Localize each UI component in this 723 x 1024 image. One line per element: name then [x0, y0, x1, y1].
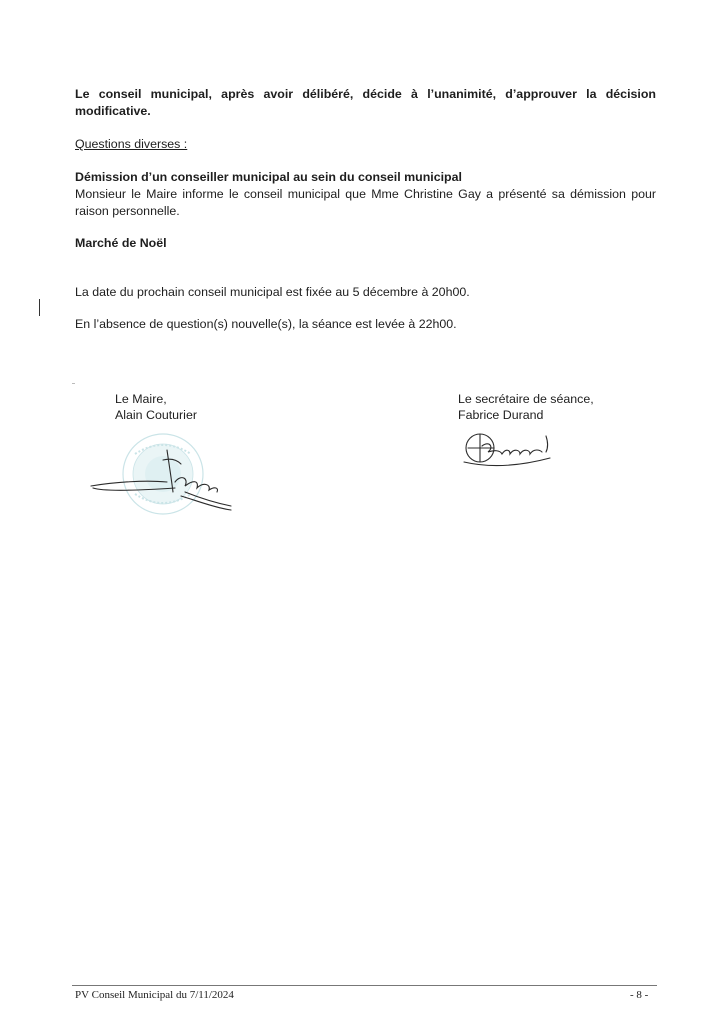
mayor-stamp-and-signature [85, 430, 245, 520]
mayor-role: Le Maire, [115, 392, 167, 406]
secretary-name: Fabrice Durand [458, 408, 544, 422]
next-council-text: La date du prochain conseil municipal est fixée au 5 décembre à 20h00. [75, 285, 470, 299]
mayor-signature-block [115, 391, 197, 423]
closing-text: En l’absence de question(s) nouvelle(s), la séance est levée à 22h00. [75, 317, 457, 331]
margin-mark [39, 299, 40, 316]
footer-page-number: - 8 - [630, 989, 649, 1001]
mayor-name: Alain Couturier [115, 408, 197, 422]
secretary-signature-block [458, 391, 594, 423]
demission-title: Démission d’un conseiller municipal au sein du conseil municipal [75, 170, 462, 184]
municipal-stamp [123, 434, 203, 514]
marche-title: Marché de Noël [75, 236, 167, 250]
secretary-signature [460, 428, 560, 470]
demission-body: Monsieur le Maire informe le conseil municipal que Mme Christine Gay a présenté sa démission pour raison personnelle. [75, 187, 656, 218]
questions-heading: Questions diverses : [75, 137, 188, 151]
footer-divider [72, 985, 657, 986]
footer-document-title: PV Conseil Municipal du 7/11/2024 [75, 989, 234, 1001]
secretary-role: Le secrétaire de séance, [458, 392, 594, 406]
scan-artifact [72, 383, 75, 384]
decision-paragraph: Le conseil municipal, après avoir délibéré, décide à l’unanimité, d’approuver la décision modificative. [75, 87, 656, 118]
